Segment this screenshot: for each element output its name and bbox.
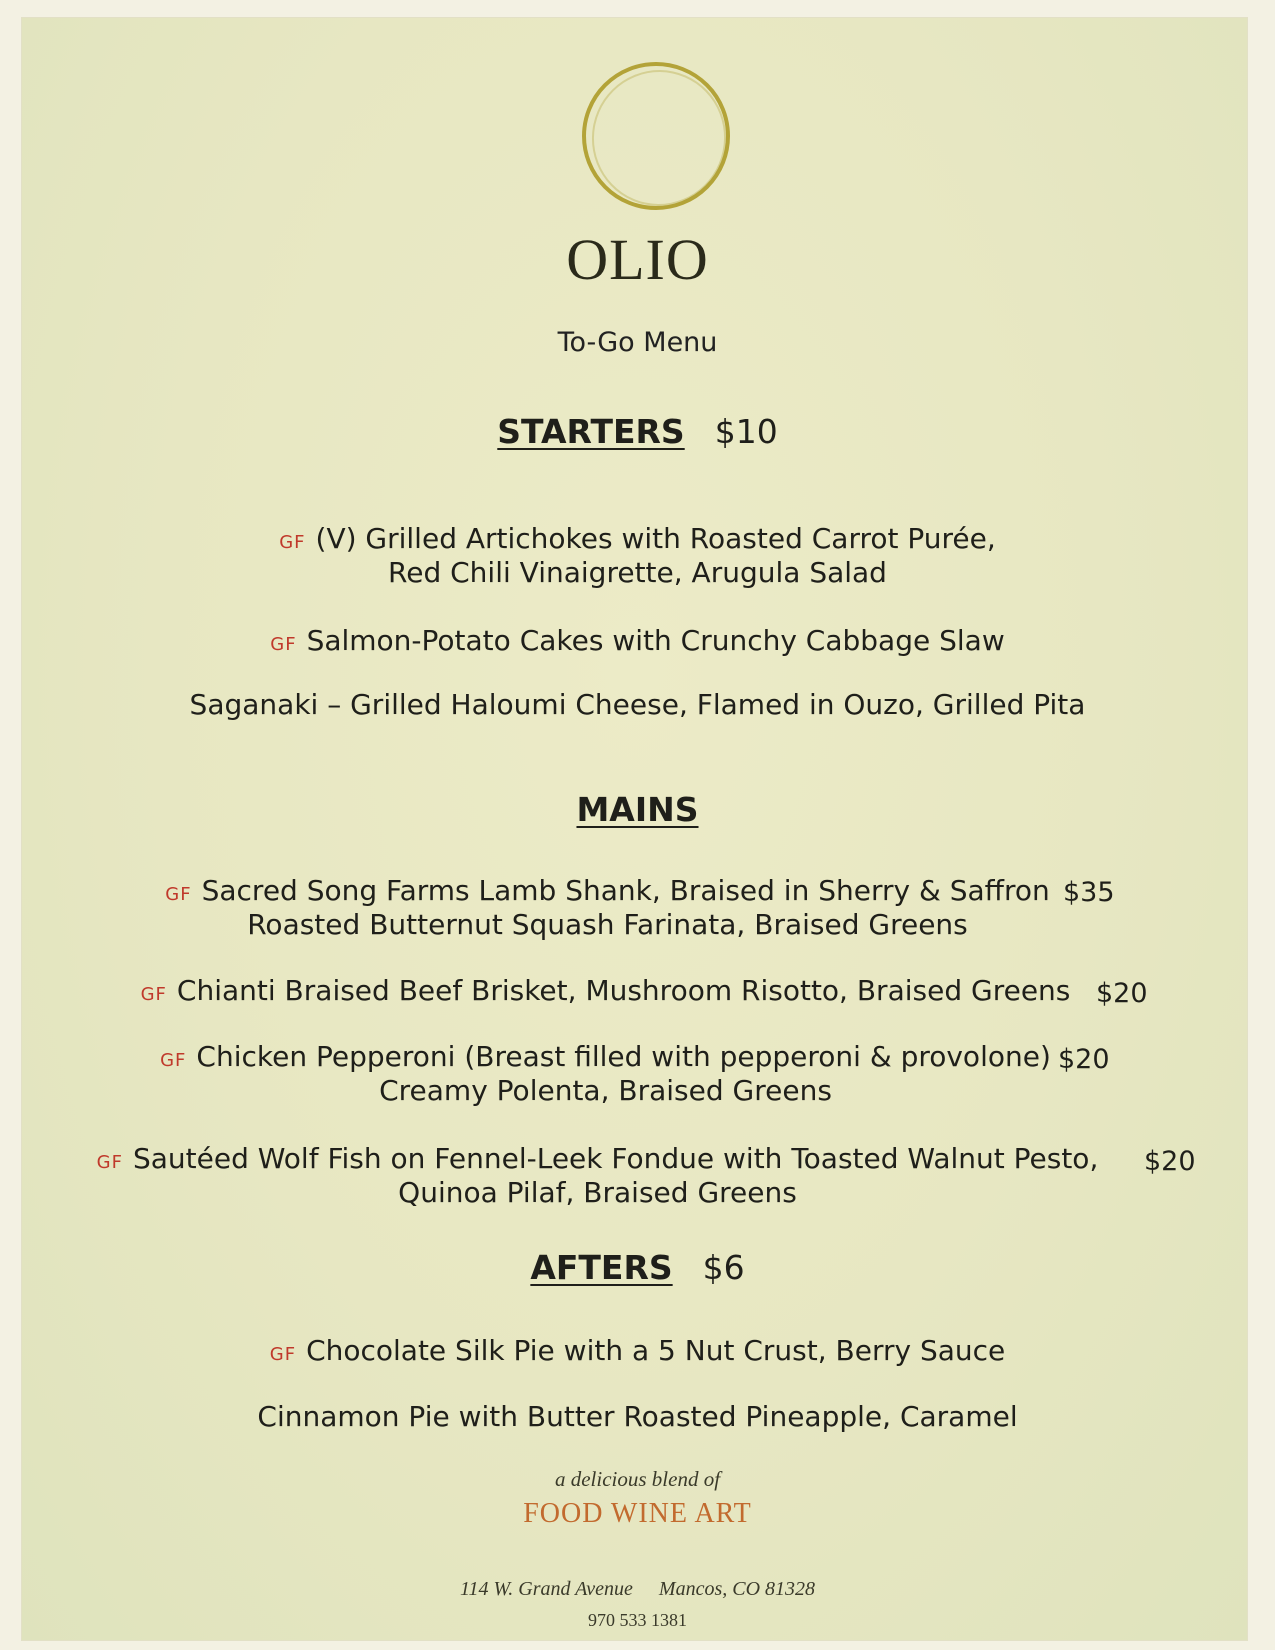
main-item-3-price: $20 xyxy=(1058,1044,1110,1075)
address xyxy=(0,1578,1275,1601)
main-item-4-price: $20 xyxy=(1144,1146,1196,1177)
afters-heading xyxy=(0,1248,1275,1287)
main-item-3 xyxy=(0,1040,1243,1073)
main-item-1 xyxy=(0,874,1245,907)
main-item-4-line1: Sautéed Wolf Fish on Fennel-Leek Fondue with Toasted Walnut Pesto, xyxy=(132,1142,1099,1175)
main-item-3-line2: Creamy Polenta, Braised Greens xyxy=(379,1074,832,1107)
main-item-2 xyxy=(0,974,1243,1007)
afters-title: AFTERS xyxy=(530,1248,673,1287)
starter-item-2 xyxy=(0,624,1275,657)
main-item-2-line1: Chianti Braised Beef Brisket, Mushroom Risotto, Braised Greens xyxy=(176,974,1071,1007)
mains-title: MAINS xyxy=(576,790,699,829)
gf-badge: GF xyxy=(160,1050,187,1071)
starter-item-3: Saganaki – Grilled Haloumi Cheese, Flamed in Ouzo, Grilled Pita xyxy=(189,688,1086,721)
gf-badge: GF xyxy=(140,984,167,1005)
main-item-1-line2: Roasted Butternut Squash Farinata, Braised Greens xyxy=(247,908,968,941)
main-item-1-line1: Sacred Song Farms Lamb Shank, Braised in Sherry & Saffron xyxy=(201,874,1050,907)
brand-line: FOOD WINE ART xyxy=(523,1498,752,1529)
gf-badge: GF xyxy=(279,532,306,553)
after-item-2: Cinnamon Pie with Butter Roasted Pineapple, Caramel xyxy=(257,1400,1018,1433)
menu-subtitle: To-Go Menu xyxy=(557,327,718,358)
street-address: 114 W. Grand Avenue xyxy=(459,1578,633,1600)
main-item-4-line2: Quinoa Pilaf, Braised Greens xyxy=(398,1176,797,1209)
phone-number: 970 533 1381 xyxy=(588,1610,687,1630)
gf-badge: GF xyxy=(96,1152,123,1173)
starter-item-1-line1: (V) Grilled Artichokes with Roasted Carrot Purée, xyxy=(315,522,996,555)
gf-badge: GF xyxy=(165,884,192,905)
after-item-1-line1: Chocolate Silk Pie with a 5 Nut Crust, Berry Sauce xyxy=(306,1334,1006,1367)
starters-heading xyxy=(0,412,1275,451)
main-item-3-line1: Chicken Pepperoni (Breast filled with pepperoni & provolone) xyxy=(196,1040,1051,1073)
mains-heading xyxy=(0,790,1275,829)
main-item-1-price: $35 xyxy=(1063,877,1115,908)
starter-item-2-line1: Salmon-Potato Cakes with Crunchy Cabbage Slaw xyxy=(306,624,1005,657)
afters-price: $6 xyxy=(702,1248,745,1287)
main-item-2-price: $20 xyxy=(1096,978,1148,1009)
gf-badge: GF xyxy=(270,634,297,655)
starter-item-1-line2: Red Chili Vinaigrette, Arugula Salad xyxy=(388,556,887,589)
gf-badge: GF xyxy=(269,1344,297,1365)
starter-item-1 xyxy=(0,522,1275,555)
main-item-4 xyxy=(0,1142,1235,1175)
wine-ring-logo-icon xyxy=(582,62,730,210)
city-state-zip: Mancos, CO 81328 xyxy=(658,1578,816,1600)
restaurant-name: OLIO xyxy=(566,227,709,292)
after-item-1 xyxy=(0,1334,1275,1367)
starters-price: $10 xyxy=(714,412,778,451)
tagline: a delicious blend of xyxy=(554,1467,721,1491)
starters-title: STARTERS xyxy=(497,412,685,451)
